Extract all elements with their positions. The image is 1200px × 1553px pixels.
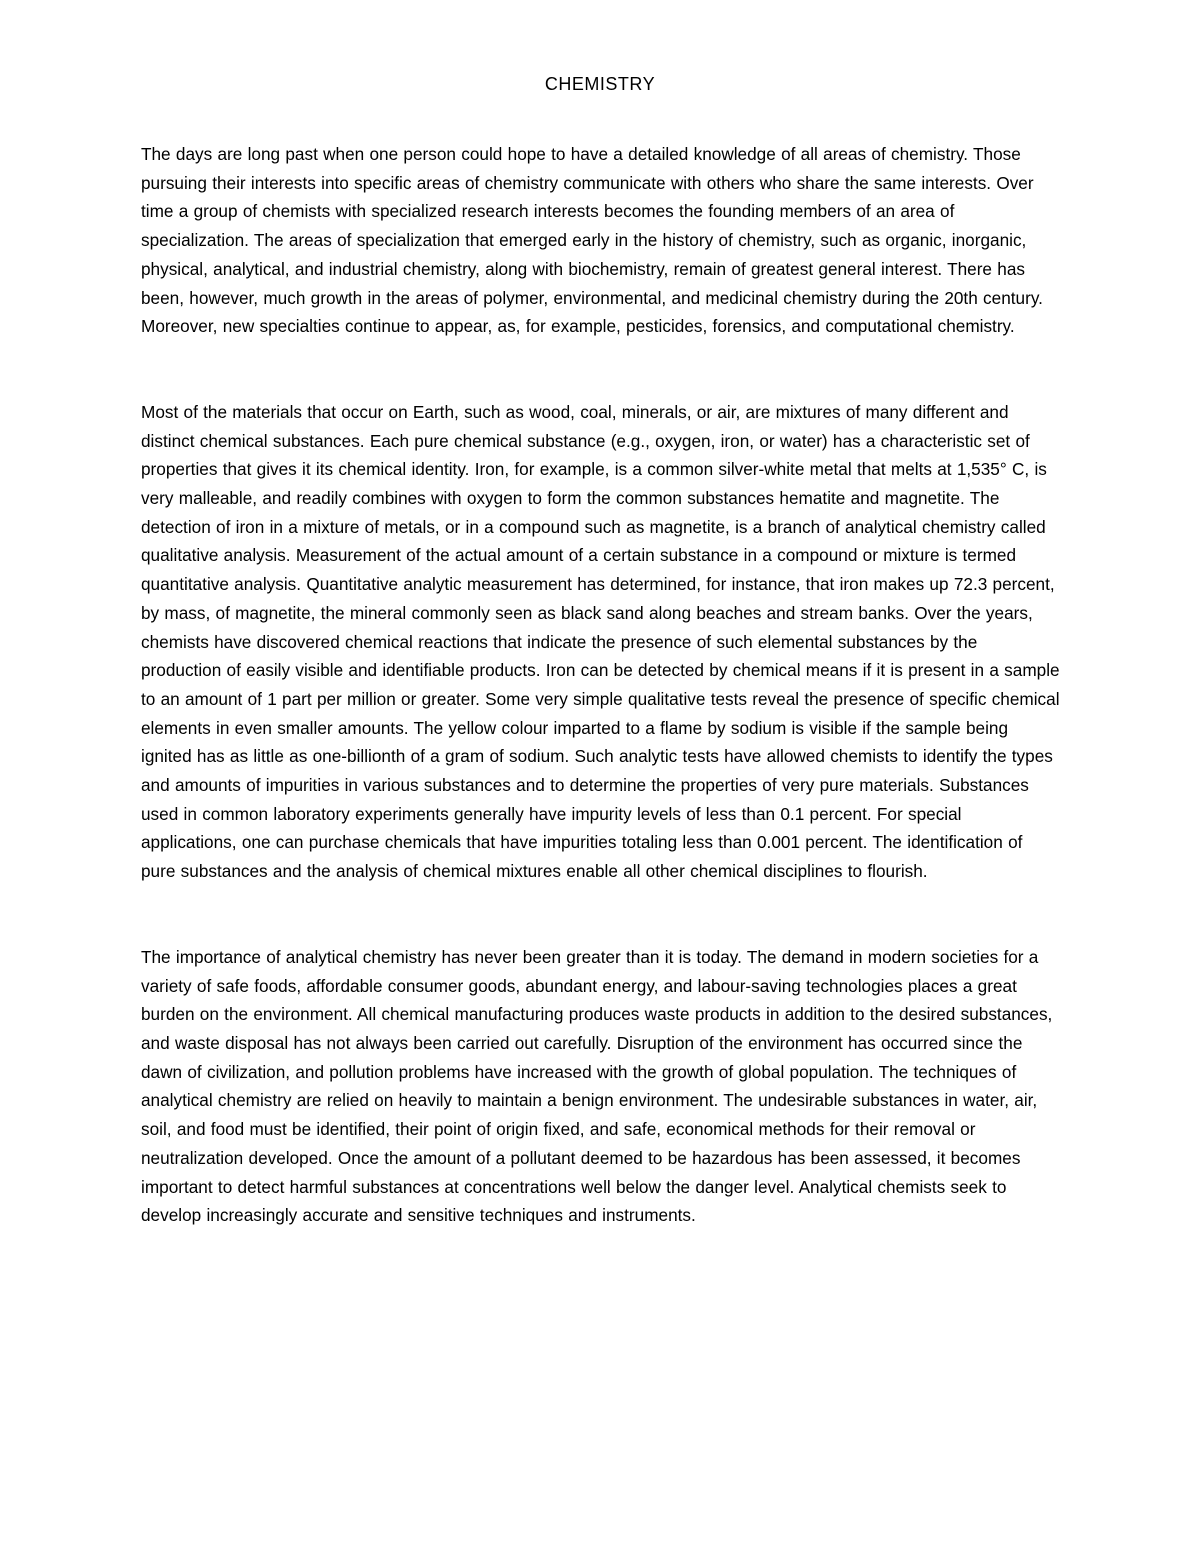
document-title: CHEMISTRY xyxy=(544,74,656,94)
paragraph-specializations: The days are long past when one person could hope to have a detailed knowledge of all areas of chemistry. Those pursuing their interests into specific areas of chemistry communicate with others who share the same interests. Over time a group of chemists with specialized research interests becomes the founding members of an area of specialization. The areas of specialization that emerged early in the history of chemistry, such as organic, inorganic, physical, analytical, and industrial chemistry, along with biochemistry, remain of greatest general interest. There has been, however, much growth in the areas of polymer, environmental, and medicinal chemistry during the 20th century. Moreover, new specialties continue to appear, as, for example, pesticides, forensics, and computational chemistry. xyxy=(141,144,1043,337)
paragraph-materials-analysis: Most of the materials that occur on Earth, such as wood, coal, minerals, or air, are mixtures of many different and distinct chemical substances. Each pure chemical substance (e.g., oxygen, iron, or water) has a characteristic set of properties that gives it its chemical identity. Iron, for example, is a common silver-white metal that melts at 1,535° C, is very malleable, and readily combines with oxygen to form the common substances hematite and magnetite. The detection of iron in a mixture of metals, or in a compound such as magnetite, is a branch of analytical chemistry called qualitative analysis. Measurement of the actual amount of a certain substance in a compound or mixture is termed quantitative analysis. Quantitative analytic measurement has determined, for instance, that iron makes up 72.3 percent, by mass, of magnetite, the mineral commonly seen as black sand along beaches and stream banks. Over the years, chemists have discovered chemical reactions that indicate the presence of such elemental substances by the production of easily visible and identifiable products. Iron can be detected by chemical means if it is present in a sample to an amount of 1 part per million or greater. Some very simple qualitative tests reveal the presence of specific chemical elements in even smaller amounts. The yellow colour imparted to a flame by sodium is visible if the sample being ignited has as little as one-billionth of a gram of sodium. Such analytic tests have allowed chemists to identify the types and amounts of impurities in various substances and to determine the properties of very pure materials. Substances used in common laboratory experiments generally have impurity levels of less than 0.1 percent. For special applications, one can purchase chemicals that have impurities totaling less than 0.001 percent. The identification of pure substances and the analysis of chemical mixtures enable all other chemical disciplines to flourish. xyxy=(141,401,1060,882)
paragraph-analytical-importance: The importance of analytical chemistry has never been greater than it is today. The demand in modern societies for a variety of safe foods, affordable consumer goods, abundant energy, and labour-saving technologies places a great burden on the environment. All chemical manufacturing produces waste products in addition to the desired substances, and waste disposal has not always been carried out carefully. Disruption of the environment has occurred since the dawn of civilization, and pollution problems have increased with the growth of global population. The techniques of analytical chemistry are relied on heavily to maintain a benign environment. The undesirable substances in water, air, soil, and food must be identified, their point of origin fixed, and safe, economical methods for their removal or neutralization developed. Once the amount of a pollutant deemed to be hazardous has been assessed, it becomes important to detect harmful substances at concentrations well below the danger level. Analytical chemists seek to develop increasingly accurate and sensitive techniques and instruments. xyxy=(141,946,1053,1226)
document-body xyxy=(141,140,1061,1230)
